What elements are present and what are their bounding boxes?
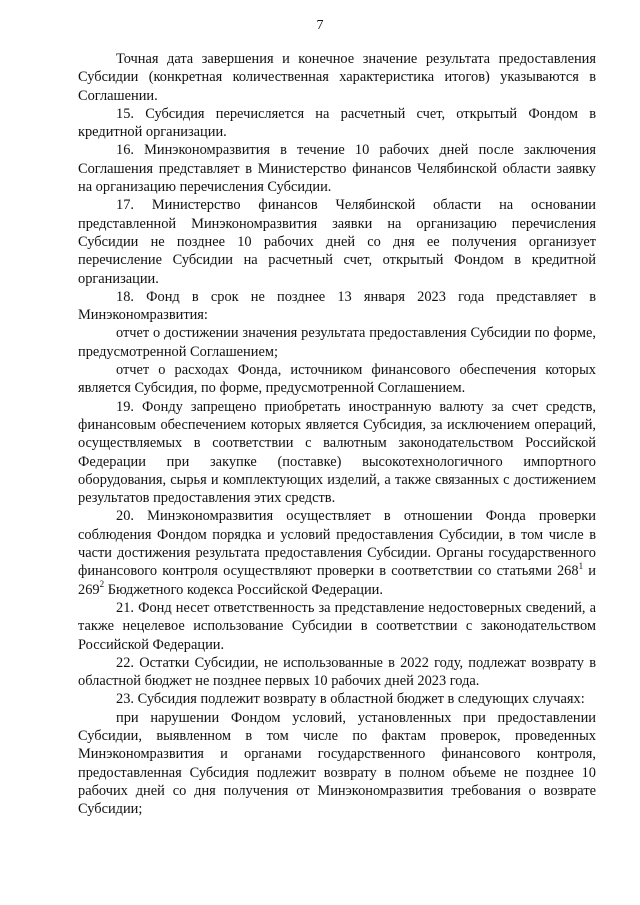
paragraph-15: 15. Субсидия перечисляется на расчетный счет, открытый Фондом в кредитной организации. — [78, 105, 596, 141]
paragraph-16: 16. Минэкономразвития в течение 10 рабочих дней после заключения Соглашения представляет в Министерство финансов Челябинской области заявку на организацию перечисления Субсидии. — [78, 142, 596, 196]
paragraph-20-text-after: Бюджетного кодекса Российской Федерации. — [104, 581, 383, 598]
article-268-superscript: 1 — [578, 560, 584, 571]
paragraph-result-date: Точная дата завершения и конечное значение результата предоставления Субсидии (конкретная количественная характеристика итогов) указываются в Соглашении. — [78, 51, 596, 104]
paragraph-23: 23. Субсидия подлежит возврату в областной бюджет в следующих случаях: — [116, 691, 585, 708]
paragraph-20-text-before: 20. Минэкономразвития осуществляет в отношении Фонда проверки соблюдения Фондом порядка и условий предоставления Субсидии, в том числе в части достижения результата предоставления Субсидии. Органы государственного финансового контроля осуществляют проверки в соответствии со статьями 268 — [78, 508, 596, 580]
paragraph-18-report-expenses: отчет о расходах Фонда, источником финансового обеспечения которых является Субсидия, по форме, предусмотренной Соглашением. — [78, 362, 596, 397]
paragraph-18: 18. Фонд в срок не позднее 13 января 2023 года представляет в Минэкономразвития: — [78, 288, 596, 324]
paragraph-17: 17. Министерство финансов Челябинской области на основании представленной Минэкономразвития заявки на организацию перечисления Субсидии не позднее 10 рабочих дней со дня ее получения организует перечисление Субсидии на расчетный счет, открытый Фондом в кредитной организации. — [78, 197, 596, 287]
paragraph-22: 22. Остатки Субсидии, не использованные в 2022 году, подлежат возврату в областной бюджет не позднее первых 10 рабочих дней 2023 года. — [78, 654, 596, 690]
article-269-superscript: 2 — [99, 578, 105, 589]
document-body — [78, 50, 596, 818]
page-number: 7 — [316, 18, 324, 33]
paragraph-18-report-result: отчет о достижении значения результата предоставления Субсидии по форме, предусмотренной Соглашением; — [78, 325, 596, 360]
paragraph-21: 21. Фонд несет ответственность за представление недостоверных сведений, а также нецелевое использование Субсидии в соответствии с законодательством Российской Федерации. — [78, 599, 596, 653]
paragraph-20 — [78, 507, 596, 598]
paragraph-20-text-middle: и 269 — [78, 563, 596, 598]
paragraph-19: 19. Фонду запрещено приобретать иностранную валюту за счет средств, финансовым обеспечением которых является Субсидия, за исключением операций, осуществляемых в соответствии с валютным законодательством Российской Федерации при закупке (поставке) высокотехнологичного импортного оборудования, сырья и комплектующих изделий, а также связанных с достижением результатов предоставления этих средств. — [78, 398, 596, 507]
paragraph-23-violation-case: при нарушении Фондом условий, установленных при предоставлении Субсидии, выявленном в том числе по фактам проверок, проведенных Минэкономразвития и органами государственного финансового контроля, предоставленная Субсидия подлежит возврату в полном объеме не позднее 10 рабочих дней со дня получения от Минэкономразвития требования о возврате Субсидии; — [78, 709, 596, 818]
